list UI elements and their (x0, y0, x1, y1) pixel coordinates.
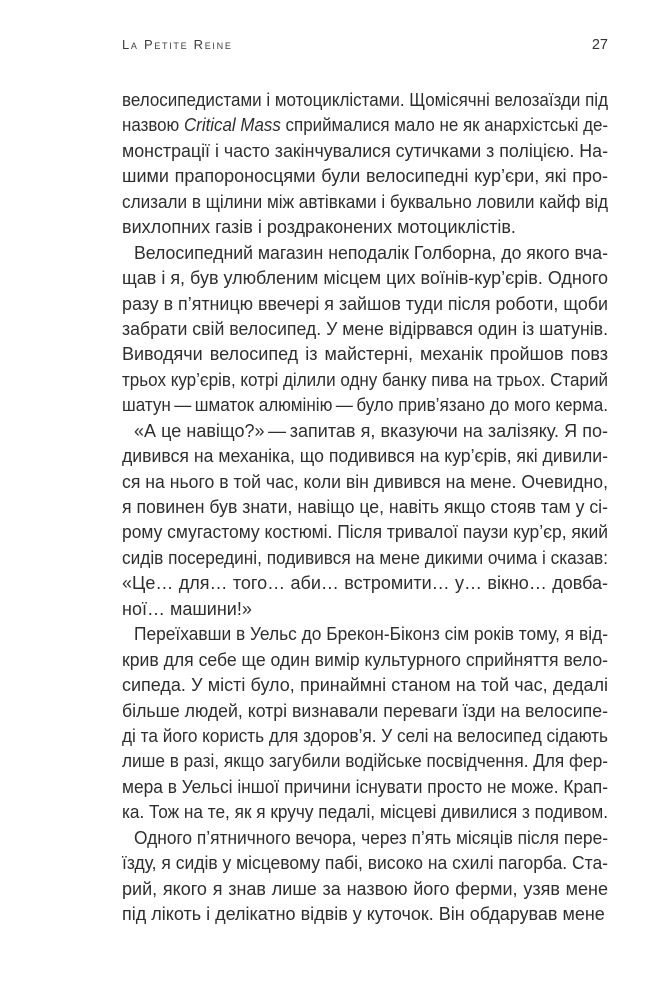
text-line: під лікоть і делікатно відвів у куточок. Він обдарував мене (122, 904, 605, 924)
text-line: більше людей, котрі визнавали переваги їзди на велосипе- (122, 700, 608, 721)
text-line: «Це… для… того… аби… встромити… у… вікно… довба- (122, 573, 608, 594)
paragraph (122, 241, 608, 419)
text-line: щав і я, був улюбленим місцем цих воїнів-кур’єрів. Одного (122, 268, 608, 289)
text-line: ся на нього в той час, коли він дивився на мене. Очевидно, (122, 471, 608, 492)
text-line: «А це навіщо?» — запитав я, вказуючи на залізяку. Я по- (134, 420, 608, 441)
text-line: разу в п’ятницю ввечері я зайшов туди після роботи, щоби (122, 293, 608, 314)
text-line: шими прапороносцями були велосипедні кур’єри, які про- (122, 166, 608, 187)
text-line: я повинен був знати, навіщо це, навіть якщо стояв там у сі- (122, 497, 608, 517)
text-line: Переїхавши в Уельс до Брекон-Біконз сім років тому, я від- (134, 624, 608, 645)
text-line: вихлопних газів і роздраконених мотоциклістів. (122, 217, 516, 238)
text-line: сидів посередині, подивився на мене дикими очима і сказав: (122, 547, 608, 568)
paragraph (122, 826, 608, 928)
text-line: ної… машини!» (122, 598, 252, 619)
text-line: сипеда. У місті було, принаймні станом на той час, дедалі (122, 675, 608, 696)
text-line: лише в разі, якщо загубили водійське посвідчення. Для фер- (122, 751, 608, 772)
text-line: ді та його користь для здоров’я. У селі на велосипед сідають (122, 725, 608, 746)
text-line: крив для себе ще один вимір культурного сприйняття вело- (122, 649, 608, 670)
page-number: 27 (591, 37, 608, 53)
text-line: рому смугастому костюмі. Після тривалої паузи кур’єр, який (122, 522, 608, 543)
text-line: шатун — шматок алюмінію — було прив’язано до мого керма. (122, 395, 608, 416)
text-line: дивився на механіка, що подивився на кур’єрів, які дивили- (122, 446, 608, 467)
text-line: мера в Уельсі іншої причини існувати просто не може. Крап- (122, 776, 608, 797)
text-line: їзду, я сидів у місцевому пабі, високо на схилі пагорба. Ста- (122, 853, 608, 874)
text-line: Виводячи велосипед із майстерні, механік пройшов повз (122, 344, 608, 365)
paragraph (122, 88, 608, 241)
text-line: слизали в щілини між автівками і буквально ловили кайф від (122, 191, 608, 212)
text-line: монстрації і часто закінчувалися сутичками з поліцією. На- (122, 140, 608, 161)
paragraph (122, 419, 608, 623)
text-line: трьох кур’єрів, котрі ділили одну банку пива на трьох. Старий (122, 369, 608, 390)
text-line: забрати свій велосипед. У мене відірвався один із шатунів. (122, 318, 608, 339)
text-line: велосипедистами і мотоциклістами. Щомісячні велозаїзди під (122, 90, 608, 110)
paragraph (122, 622, 608, 826)
page-header (122, 37, 608, 53)
text-line: ка. Тож на те, як я кручу педалі, місцеві дивилися з подивом. (122, 802, 608, 823)
text-line: назвою Critical Mass сприймалися мало не як анархістські де- (122, 115, 608, 136)
italic-phrase: Critical Mass (183, 115, 281, 136)
text-line: Велосипедний магазин неподалік Голборна, до якого вча- (134, 242, 608, 263)
text-line: Одного п’ятничного вечора, через п’ять місяців після пере- (134, 827, 608, 848)
running-title: La Petite Reine (122, 37, 233, 52)
page-body (122, 88, 608, 927)
text-line: рий, якого я знав лише за назвою його ферми, узяв мене (122, 878, 608, 899)
